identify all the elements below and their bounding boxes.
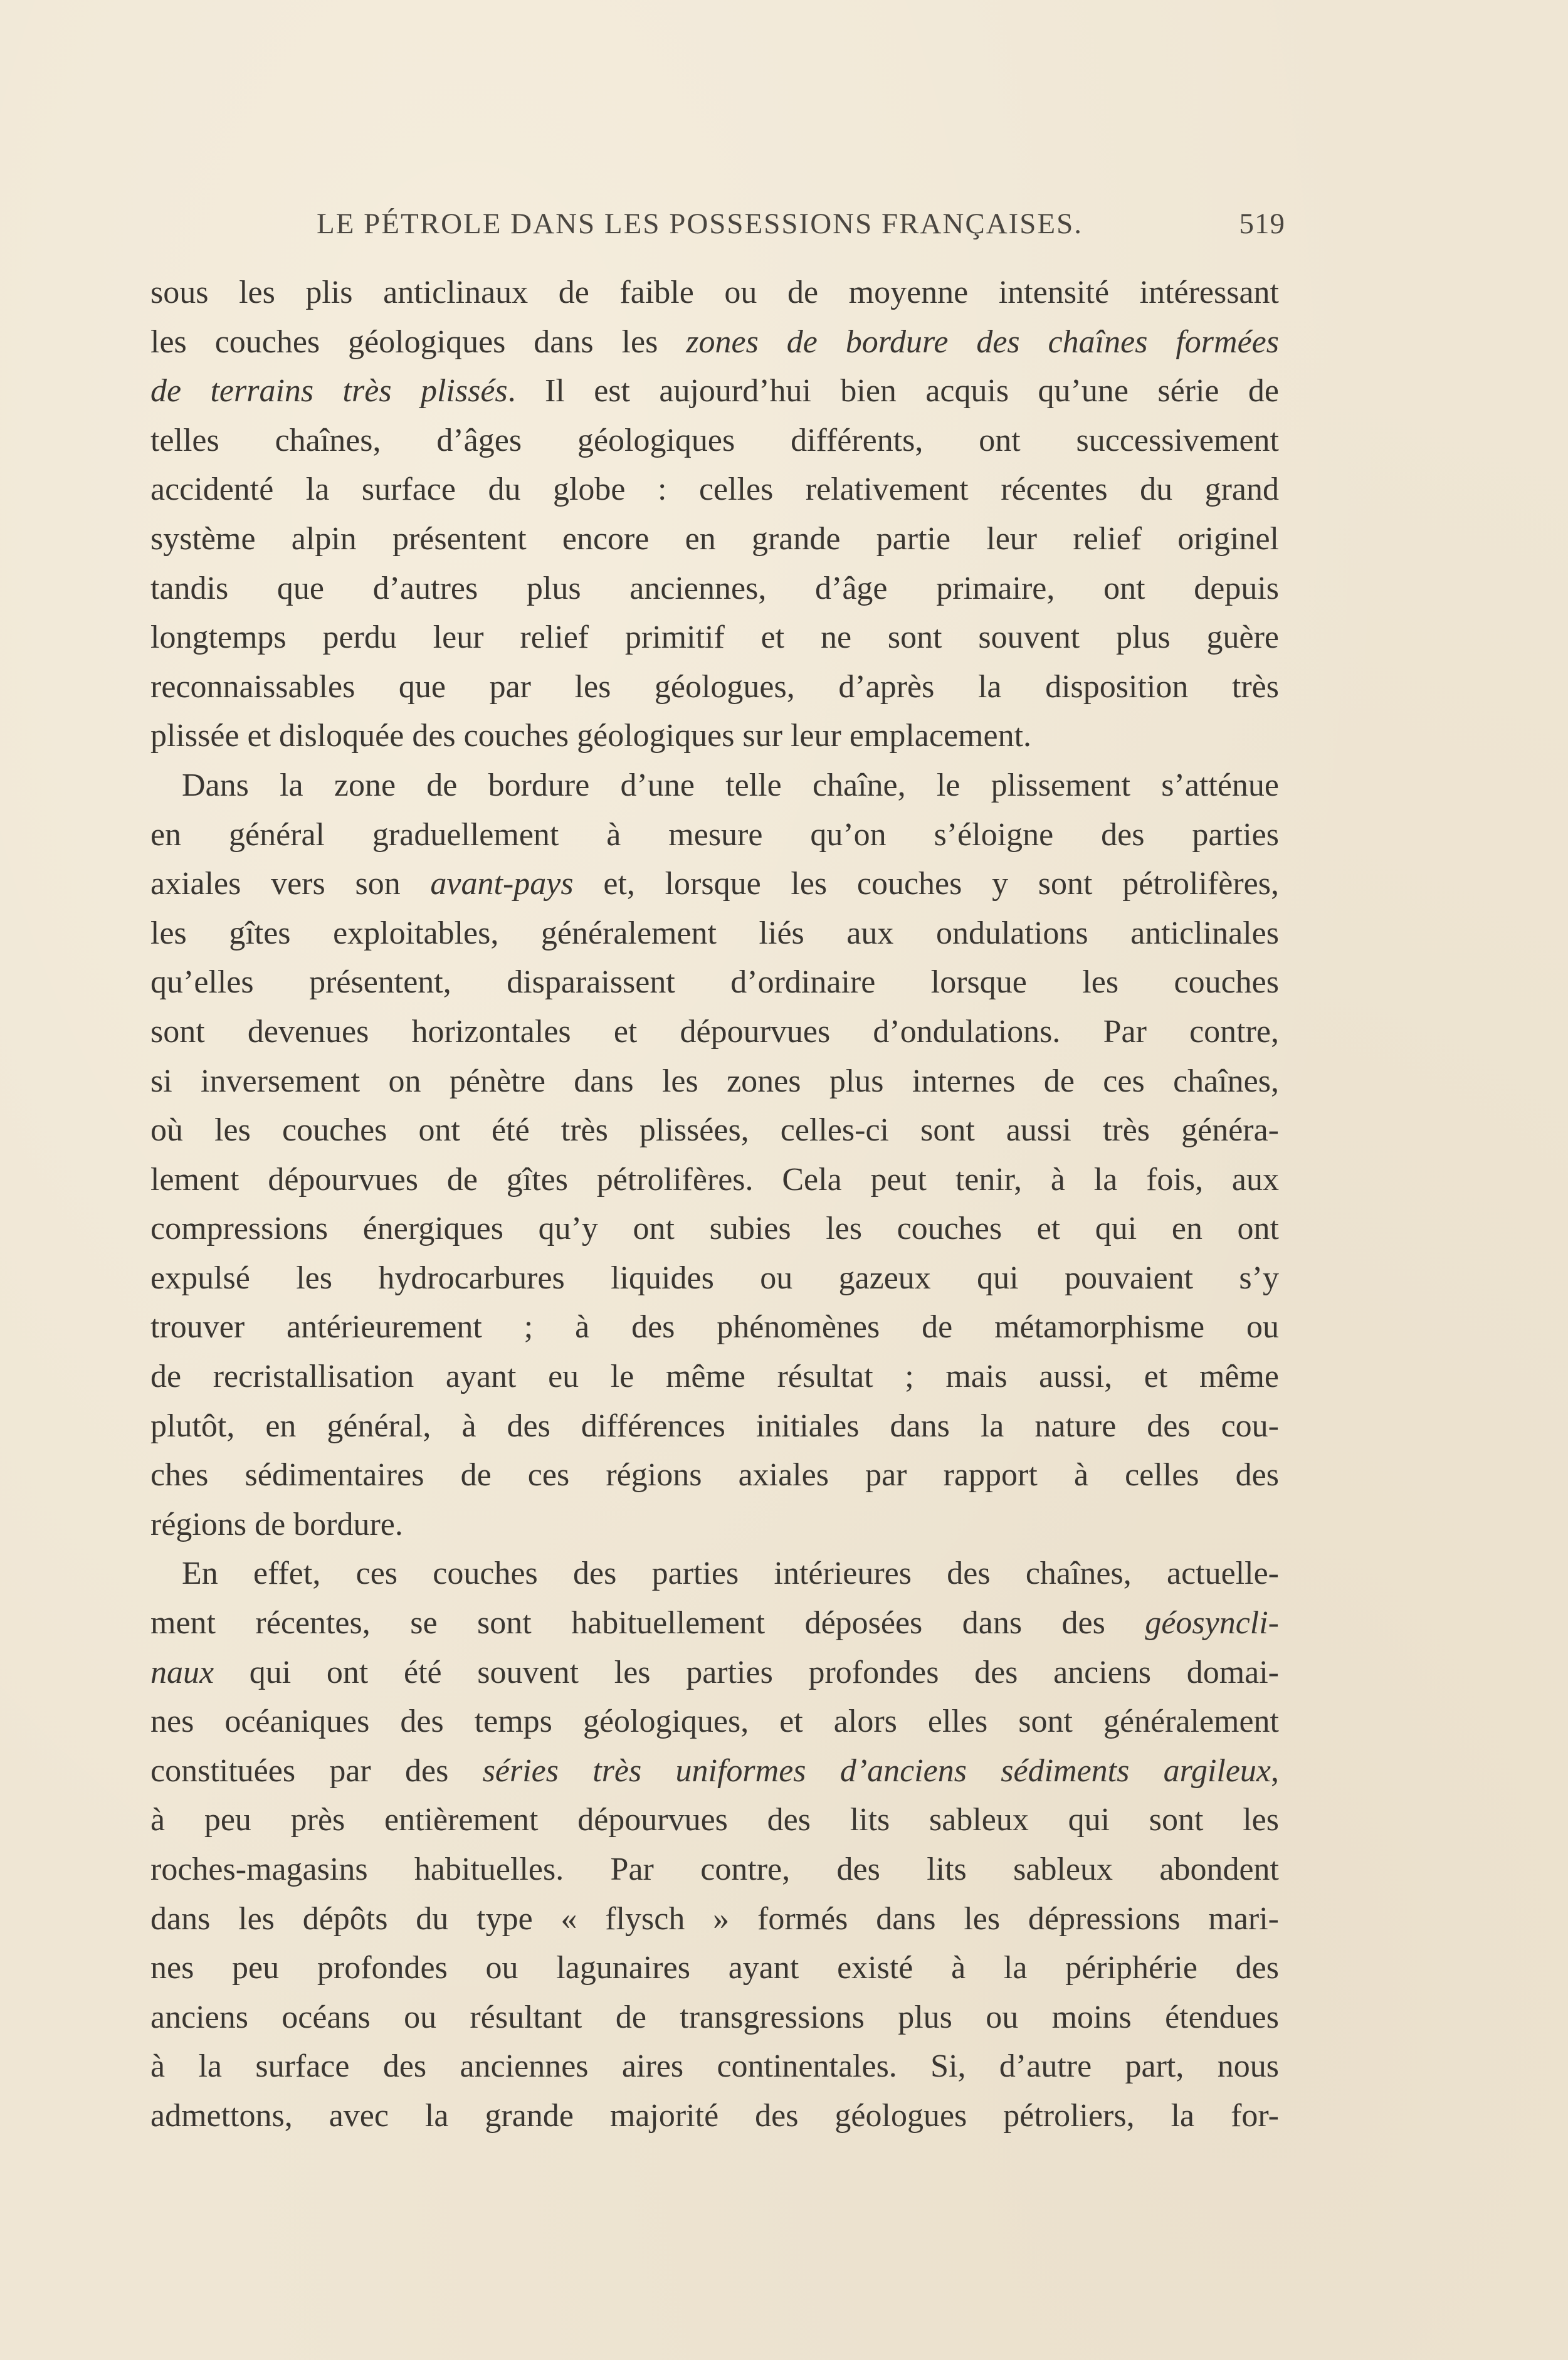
text-line: ment récentes, se sont habituellement déposées dans des géosyncli- [150, 1605, 1279, 1641]
text-line: anciens océans ou résultant de transgressions plus ou moins étendues [150, 1999, 1279, 2035]
paragraph-end-line: régions de bordure. [150, 1506, 403, 1542]
text-line: dans les dépôts du type « flysch » formés dans les dépressions mari- [150, 1900, 1279, 1937]
text-line: naux qui ont été souvent les parties profondes des anciens domai- [150, 1654, 1279, 1690]
text-line: axiales vers son avant-pays et, lorsque les couches y sont pétrolifères, [150, 866, 1279, 902]
text-line: admettons, avec la grande majorité des géologues pétroliers, la for- [150, 2097, 1279, 2134]
text-line: longtemps perdu leur relief primitif et ne sont souvent plus guère [150, 619, 1279, 656]
text-line: de recristallisation ayant eu le même résultat ; mais aussi, et même [150, 1359, 1279, 1395]
paragraph-end-line: plissée et disloquée des couches géologiques sur leur emplacement. [150, 718, 1032, 754]
page-number: 519 [1239, 208, 1285, 240]
text-line: sont devenues horizontales et dépourvues d’ondulations. Par contre, [150, 1013, 1279, 1050]
italic-phrase: avant-pays [430, 866, 574, 902]
text-line: tandis que d’autres plus anciennes, d’âge primaire, ont depuis [150, 570, 1279, 606]
text-line: nes océaniques des temps géologiques, et alors elles sont généralement [150, 1704, 1279, 1740]
italic-phrase: de terrains très plissés [150, 373, 508, 409]
italic-phrase: séries très uniformes d’anciens sédiments argileux [482, 1752, 1271, 1789]
body-text [150, 268, 1279, 2141]
text-line: à peu près entièrement dépourvues des lits sableux qui sont les [150, 1802, 1279, 1838]
text-line: ches sédimentaires de ces régions axiales par rapport à celles des [150, 1457, 1279, 1493]
text-line: à la surface des anciennes aires continentales. Si, d’autre part, nous [150, 2048, 1279, 2085]
text-line: en général graduellement à mesure qu’on s’éloigne des parties [150, 816, 1279, 853]
running-head-title: LE PÉTROLE DANS LES POSSESSIONS FRANÇAISES. [317, 208, 1083, 240]
text-line: sous les plis anticlinaux de faible ou de moyenne intensité intéressant [150, 275, 1279, 310]
text-line: accidenté la surface du globe : celles relativement récentes du grand [150, 471, 1279, 508]
text-line: qu’elles présentent, disparaissent d’ordinaire lorsque les couches [150, 964, 1279, 1001]
text-line: constituées par des séries très uniformes d’anciens sédiments argileux, [150, 1752, 1279, 1789]
text-line: compressions énergiques qu’y ont subies les couches et qui en ont [150, 1211, 1279, 1247]
text-line: lement dépourvues de gîtes pétrolifères. Cela peut tenir, à la fois, aux [150, 1161, 1279, 1198]
text-line: les couches géologiques dans les zones de bordure des chaînes formées [150, 324, 1279, 360]
text-line: reconnaissables que par les géologues, d’après la disposition très [150, 668, 1279, 705]
paragraph-start-line: En effet, ces couches des parties intérieures des chaînes, actuelle- [182, 1556, 1279, 1592]
text-line: où les couches ont été très plissées, celles-ci sont aussi très généra- [150, 1112, 1279, 1149]
text-line: nes peu profondes ou lagunaires ayant existé à la périphérie des [150, 1950, 1279, 1986]
italic-phrase: géosyncli- [1145, 1605, 1279, 1641]
text-line: trouver antérieurement ; à des phénomènes de métamorphisme ou [150, 1309, 1279, 1346]
text-line: roches-magasins habituelles. Par contre, des lits sableux abondent [150, 1852, 1279, 1887]
text-line: si inversement on pénètre dans les zones plus internes de ces chaînes, [150, 1063, 1279, 1099]
running-head [317, 207, 1285, 251]
text-line: système alpin présentent encore en grande partie leur relief originel [150, 520, 1279, 557]
paragraph-start-line: Dans la zone de bordure d’une telle chaîne, le plissement s’atténue [182, 767, 1279, 803]
text-line: les gîtes exploitables, généralement liés aux ondulations anticlinales [150, 915, 1279, 951]
text-line: plutôt, en général, à des différences initiales dans la nature des cou- [150, 1408, 1279, 1444]
text-line: telles chaînes, d’âges géologiques différents, ont successivement [150, 422, 1279, 458]
text-line: expulsé les hydrocarbures liquides ou gazeux qui pouvaient s’y [150, 1260, 1279, 1296]
italic-phrase: naux [150, 1654, 214, 1690]
text-line: de terrains très plissés. Il est aujourd’hui bien acquis qu’une série de [150, 373, 1279, 409]
italic-phrase: zones de bordure des chaînes formées [686, 324, 1279, 360]
